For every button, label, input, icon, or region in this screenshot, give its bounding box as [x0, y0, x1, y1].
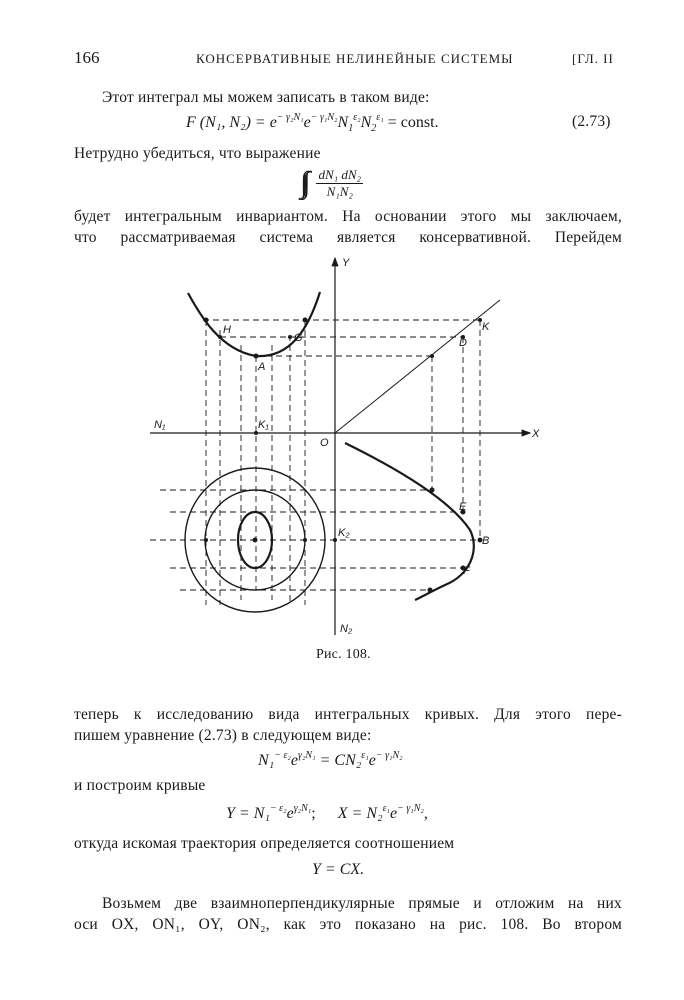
paragraph-construct: и построим кривые — [74, 777, 206, 794]
upper-curve — [188, 292, 320, 356]
construction-points — [204, 318, 483, 593]
rewrite-left-sup: − ε₂ — [274, 750, 291, 761]
curves-y: Y = N₁ — [226, 805, 270, 822]
curves-x-e-sup: − γ₁N₂ — [397, 803, 424, 814]
eq-tail-sup2: ε₁ — [376, 112, 384, 123]
label-y: Y — [342, 257, 350, 269]
rewrite-left-e: e — [290, 752, 299, 769]
label-h: H — [223, 324, 231, 336]
label-d: D — [459, 337, 467, 349]
eq-tail-sub1: 1 — [348, 123, 354, 134]
upper-construction-lines — [203, 320, 480, 356]
label-k: K — [482, 321, 490, 333]
paragraph-study-line2: пишем уравнение (2.73) в следующем виде: — [74, 727, 372, 744]
curves-y-e: e — [286, 805, 294, 822]
label-a: A — [258, 361, 266, 373]
paragraph-invariant-line2: что рассматриваемая система является консервативной. Перейдем — [74, 229, 622, 246]
right-curve — [345, 443, 474, 600]
figure-108 — [140, 250, 550, 640]
label-x: X — [532, 428, 540, 440]
equation-number: (2.73) — [572, 113, 611, 130]
label-k1: K₁ — [258, 419, 269, 431]
integral-fraction — [316, 167, 363, 200]
eq-tail-base2: N — [360, 114, 372, 131]
eq-exp2: − γ₁N₂ — [310, 112, 338, 123]
running-title: КОНСЕРВАТИВНЫЕ НЕЛИНЕЙНЫЕ СИСТЕМЫ — [196, 51, 514, 66]
rewrite-right-sup: ε₁ — [361, 750, 369, 761]
equation-rewrite — [258, 750, 403, 770]
equation-curves — [226, 803, 428, 823]
integral-denominator: N₁N₂ — [326, 183, 353, 199]
paragraph-axes-line2: оси OX, ON₁, OY, ON₂, как это показано на рис. 108. Во втором — [74, 916, 622, 933]
label-f: F — [463, 565, 470, 577]
curves-x: X = N₂ — [337, 805, 383, 822]
equation-y-cx: Y = CX. — [312, 861, 365, 878]
rewrite-left-e-sup: γ₂N₁ — [298, 750, 316, 761]
eq-rhs: = const. — [383, 114, 439, 131]
paragraph-trajectory: откуда искомая траектория определяется соотношением — [74, 835, 455, 852]
vertical-construction-lines — [206, 320, 480, 605]
paragraph-intro: Этот интеграл мы можем записать в таком виде: — [102, 89, 430, 106]
label-b: B — [482, 535, 490, 547]
label-n2: N₂ — [340, 623, 353, 635]
eq-mid: e — [303, 114, 311, 131]
figure-caption: Рис. 108. — [316, 647, 371, 662]
label-n1: N₁ — [154, 419, 166, 431]
curves-y-e-sup: γ₂N₁ — [293, 803, 312, 814]
eq-tail-sup1: ε₂ — [353, 112, 361, 123]
paragraph-study-line1: теперь к исследованию вида интегральных кривых. Для этого пере- — [74, 706, 622, 723]
lower-construction-lines — [150, 490, 480, 590]
eq-lhs: F (N₁, N₂) = e — [186, 114, 277, 131]
curves-x-sup: ε₁ — [382, 803, 390, 814]
label-k2: K₂ — [338, 527, 350, 539]
paragraph-invariant-line1: будет интегральным инвариантом. На основании этого мы заключаем, — [74, 208, 622, 225]
eq-tail-sub2: 2 — [371, 123, 377, 134]
paragraph-axes-line1: Возьмем две взаимноперпендикулярные прямые и отложим на них — [102, 895, 622, 912]
eq-exp1: − γ₂N₁ — [276, 112, 304, 123]
integral-sign: ∫∫ — [300, 166, 305, 199]
curves-y-sup: − ε₂ — [269, 803, 287, 814]
chapter-label: [ГЛ. II — [572, 51, 614, 66]
rewrite-left: N₁ — [258, 752, 275, 769]
label-o: O — [320, 437, 329, 449]
label-g: G — [294, 332, 303, 344]
paragraph-easy: Нетрудно убедиться, что выражение — [74, 145, 321, 162]
curves-end: , — [423, 805, 428, 822]
rewrite-eq: = CN₂ — [315, 752, 362, 769]
page-number: 166 — [74, 48, 100, 67]
rewrite-right-e: e — [368, 752, 376, 769]
curves-x-e: e — [389, 805, 398, 822]
equation-2-73 — [186, 112, 439, 134]
eq-tail-base1: N — [337, 114, 349, 131]
double-integral — [300, 166, 363, 200]
rewrite-right-e-sup: − γ₁N₂ — [375, 750, 403, 761]
curves-sep: ; — [311, 805, 316, 822]
integral-numerator: dN₁ dN₂ — [318, 166, 362, 182]
label-e: E — [459, 501, 467, 513]
